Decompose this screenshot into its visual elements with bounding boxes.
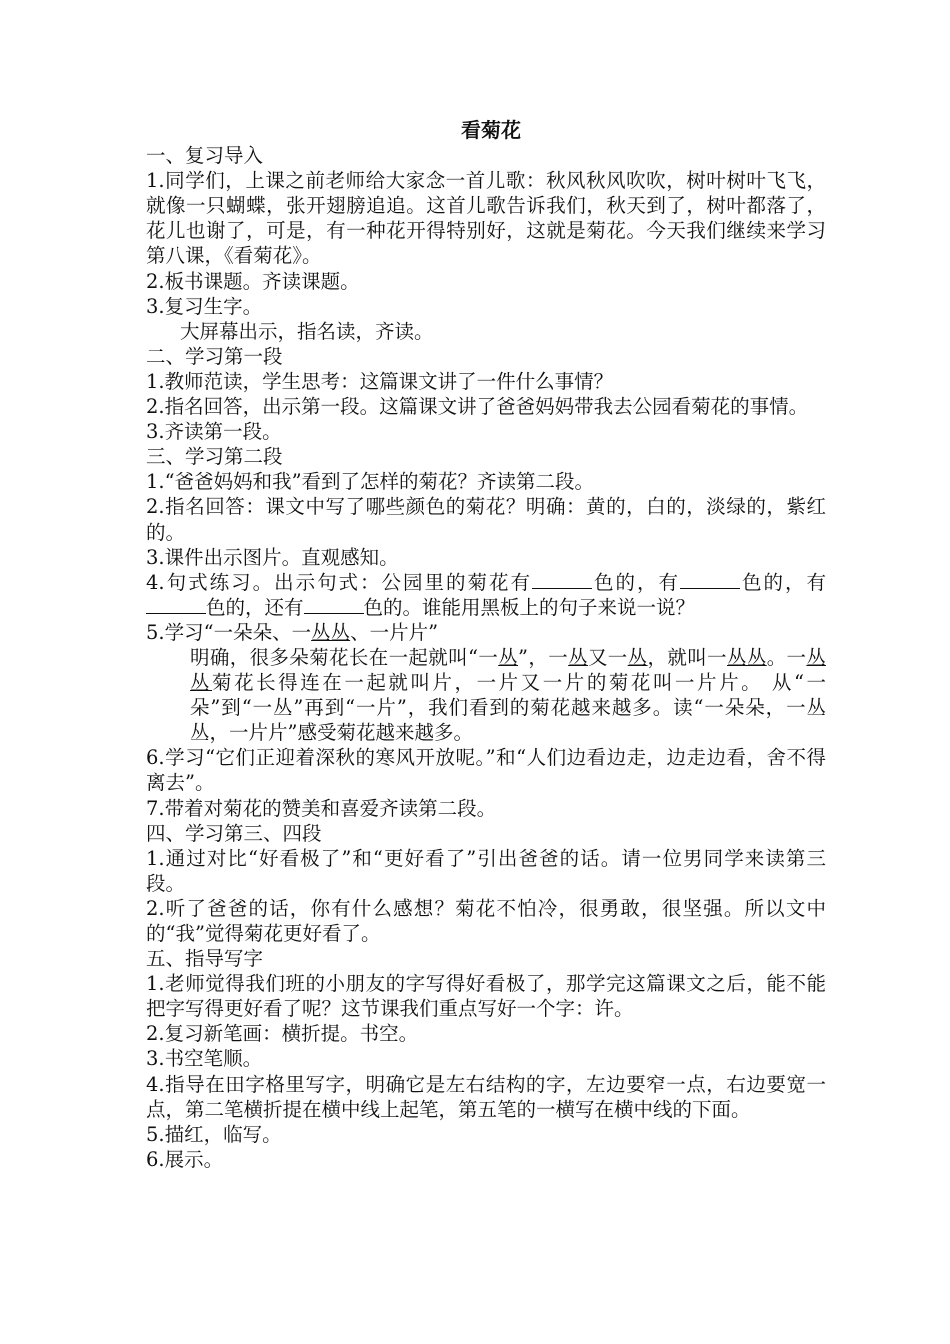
paragraph: 明确，很多朵菊花长在一起就叫“一丛”，一丛又一丛，就叫一丛丛。一丛丛菊花长得连在一起就叫片，一片又一片的菊花叫一片片。 从“一朵”到“一丛”再到“一片”，我们看到的菊花越来越多。读“一朵朵，一丛丛，一片片”感受菊花越来越多。 — [190, 645, 826, 745]
paragraph: 2.板书课题。齐读课题。 — [146, 269, 360, 293]
underlined-text: 丛丛 — [311, 620, 351, 644]
paragraph: 1.教师范读，学生思考：这篇课文讲了一件什么事情？ — [146, 369, 614, 393]
fill-blank — [146, 597, 206, 614]
fill-blank — [532, 572, 592, 589]
paragraph: 6.展示。 — [146, 1147, 224, 1171]
paragraph: 5.描红，临写。 — [146, 1122, 282, 1146]
paragraph: 3.课件出示图片。直观感知。 — [146, 545, 399, 569]
paragraph: 6.学习“它们正迎着深秋的寒风开放呢。”和“人们边看边走，边走边看，舍不得离去”。 — [146, 746, 826, 795]
section-heading-2: 二、学习第一段 — [146, 344, 283, 368]
paragraph: 2.复习新笔画：横折提。书空。 — [146, 1022, 419, 1046]
sentence-pattern-exercise: 4.句式练习。出示句式：公园里的菊花有 色的，有 色的，有色的，还有 色的。谁能用黑板上的句子来说一说？ — [146, 570, 826, 619]
paragraph: 4.指导在田字格里写字，明确它是左右结构的字，左边要窄一点，右边要宽一点，第二笔横折提在横中线上起笔，第五笔的一横写在横中线的下面。 — [146, 1072, 826, 1121]
paragraph: 1.同学们，上课之前老师给大家念一首儿歌：秋风秋风吹吹，树叶树叶飞飞，就像一只蝴蝶，张开翅膀追追。这首儿歌告诉我们，秋天到了，树叶都落了，花儿也谢了，可是，有一种花开得特别好，这就是菊花。今天我们继续来学习第八课，《看菊花》。 — [146, 169, 826, 268]
document-page — [146, 118, 826, 1172]
section-heading-3: 三、学习第二段 — [146, 445, 283, 469]
paragraph: 3.复习生字。 — [146, 294, 263, 318]
section-heading-5: 五、指导写字 — [146, 947, 264, 971]
page-title: 看菊花 — [461, 118, 521, 142]
underlined-text: 丛 — [568, 645, 588, 669]
underlined-text: 丛丛 — [726, 645, 767, 669]
underlined-text: 丛 — [498, 645, 519, 669]
underlined-text: 丛丛 — [190, 645, 826, 695]
fill-blank — [680, 572, 740, 589]
section-heading-1: 一、复习导入 — [146, 144, 264, 168]
paragraph: 3.齐读第一段。 — [146, 420, 282, 444]
paragraph: 1.老师觉得我们班的小朋友的字写得好看极了，那学完这篇课文之后，能不能把字写得更好看了呢？这节课我们重点写好一个字：许。 — [146, 972, 826, 1021]
paragraph: 1.“爸爸妈妈和我”看到了怎样的菊花？齐读第二段。 — [146, 470, 595, 494]
section-heading-4: 四、学习第三、四段 — [146, 821, 322, 845]
fill-blank — [304, 597, 364, 614]
paragraph: 5.学习“一朵朵、一丛丛、一片片” — [146, 620, 439, 644]
paragraph: 大屏幕出示，指名读，齐读。 — [180, 319, 434, 343]
paragraph: 7.带着对菊花的赞美和喜爱齐读第二段。 — [146, 796, 497, 820]
underlined-text: 丛 — [627, 645, 648, 669]
paragraph: 2.听了爸爸的话，你有什么感想？菊花不怕冷，很勇敢，很坚强。所以文中的“我”觉得菊花更好看了。 — [146, 896, 826, 945]
paragraph: 2.指名回答：课文中写了哪些颜色的菊花？明确：黄的，白的，淡绿的，紫红的。 — [146, 495, 826, 544]
paragraph: 1.通过对比“好看极了”和“更好看了”引出爸爸的话。请一位男同学来读第三段。 — [146, 846, 826, 895]
paragraph: 2.指名回答，出示第一段。这篇课文讲了爸爸妈妈带我去公园看菊花的事情。 — [146, 395, 809, 419]
paragraph: 3.书空笔顺。 — [146, 1047, 263, 1071]
